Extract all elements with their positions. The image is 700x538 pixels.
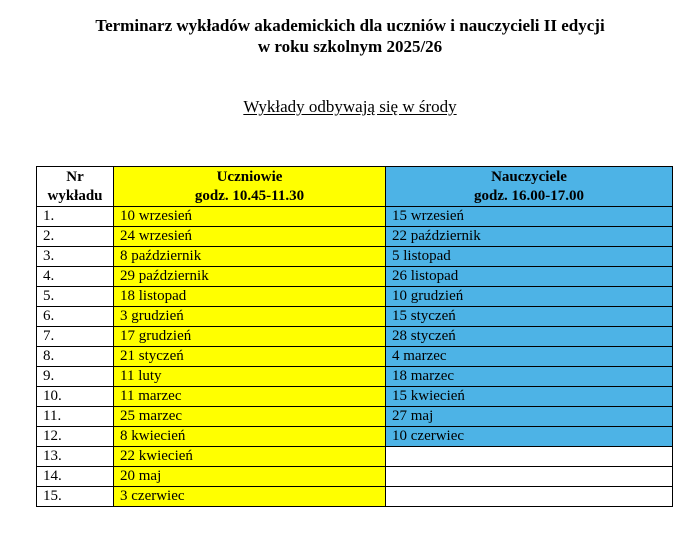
- cell-lecture-number: 3.: [37, 247, 114, 267]
- cell-students-date: 3 czerwiec: [114, 487, 386, 507]
- cell-lecture-number: 15.: [37, 487, 114, 507]
- table-row: [37, 287, 673, 307]
- cell-teachers-date: 18 marzec: [386, 367, 673, 387]
- table-header-row: [37, 167, 673, 207]
- cell-lecture-number: 8.: [37, 347, 114, 367]
- cell-lecture-number: 14.: [37, 467, 114, 487]
- table-row: [37, 347, 673, 367]
- cell-students-date: 8 kwiecień: [114, 427, 386, 447]
- table-row: [37, 367, 673, 387]
- cell-students-date: 10 wrzesień: [114, 207, 386, 227]
- table-body: [37, 207, 673, 507]
- cell-teachers-date: 4 marzec: [386, 347, 673, 367]
- cell-teachers-date: [386, 487, 673, 507]
- cell-lecture-number: 4.: [37, 267, 114, 287]
- title-line-2: w roku szkolnym 2025/26: [257, 37, 443, 56]
- cell-teachers-date: 15 styczeń: [386, 307, 673, 327]
- cell-students-date: 22 kwiecień: [114, 447, 386, 467]
- cell-students-date: 20 maj: [114, 467, 386, 487]
- cell-students-date: 21 styczeń: [114, 347, 386, 367]
- cell-teachers-date: [386, 467, 673, 487]
- cell-lecture-number: 2.: [37, 227, 114, 247]
- table-row: [37, 387, 673, 407]
- cell-students-date: 25 marzec: [114, 407, 386, 427]
- cell-teachers-date: 28 styczeń: [386, 327, 673, 347]
- header-lecture-number: [37, 167, 114, 207]
- cell-students-date: 8 październik: [114, 247, 386, 267]
- table-row: [37, 307, 673, 327]
- cell-teachers-date: 15 wrzesień: [386, 207, 673, 227]
- cell-students-date: 3 grudzień: [114, 307, 386, 327]
- header-nr-line-2: wykładu: [47, 187, 103, 204]
- cell-lecture-number: 1.: [37, 207, 114, 227]
- table-row: [37, 227, 673, 247]
- table-row: [37, 467, 673, 487]
- table-row: [37, 267, 673, 287]
- document-subtitle: [0, 96, 700, 117]
- cell-students-date: 11 marzec: [114, 387, 386, 407]
- cell-lecture-number: 7.: [37, 327, 114, 347]
- header-students-line-1: Uczniowie: [216, 168, 283, 185]
- title-line-1: Terminarz wykładów akademickich dla uczniów i nauczycieli II edycji: [95, 16, 605, 35]
- lecture-schedule-table: [36, 166, 673, 507]
- cell-lecture-number: 6.: [37, 307, 114, 327]
- header-teachers: [386, 167, 673, 207]
- table-row: [37, 407, 673, 427]
- cell-teachers-date: 10 grudzień: [386, 287, 673, 307]
- cell-teachers-date: 22 październik: [386, 227, 673, 247]
- cell-students-date: 29 październik: [114, 267, 386, 287]
- table-row: [37, 327, 673, 347]
- cell-students-date: 11 luty: [114, 367, 386, 387]
- cell-teachers-date: 15 kwiecień: [386, 387, 673, 407]
- cell-teachers-date: 5 listopad: [386, 247, 673, 267]
- cell-lecture-number: 12.: [37, 427, 114, 447]
- table-row: [37, 427, 673, 447]
- cell-lecture-number: 10.: [37, 387, 114, 407]
- cell-students-date: 24 wrzesień: [114, 227, 386, 247]
- cell-students-date: 18 listopad: [114, 287, 386, 307]
- cell-teachers-date: 27 maj: [386, 407, 673, 427]
- table-row: [37, 247, 673, 267]
- header-nr-line-1: Nr: [66, 168, 84, 185]
- cell-teachers-date: 26 listopad: [386, 267, 673, 287]
- subtitle-text: Wykłady odbywają się w środy: [243, 97, 457, 116]
- table-row: [37, 447, 673, 467]
- document-title: [0, 15, 700, 57]
- table-row: [37, 207, 673, 227]
- cell-teachers-date: [386, 447, 673, 467]
- header-students: [114, 167, 386, 207]
- cell-students-date: 17 grudzień: [114, 327, 386, 347]
- cell-lecture-number: 11.: [37, 407, 114, 427]
- cell-lecture-number: 13.: [37, 447, 114, 467]
- cell-lecture-number: 5.: [37, 287, 114, 307]
- cell-lecture-number: 9.: [37, 367, 114, 387]
- cell-teachers-date: 10 czerwiec: [386, 427, 673, 447]
- header-teachers-line-2: godz. 16.00-17.00: [474, 187, 584, 204]
- header-teachers-line-1: Nauczyciele: [491, 168, 567, 185]
- table-row: [37, 487, 673, 507]
- header-students-line-2: godz. 10.45-11.30: [194, 187, 305, 204]
